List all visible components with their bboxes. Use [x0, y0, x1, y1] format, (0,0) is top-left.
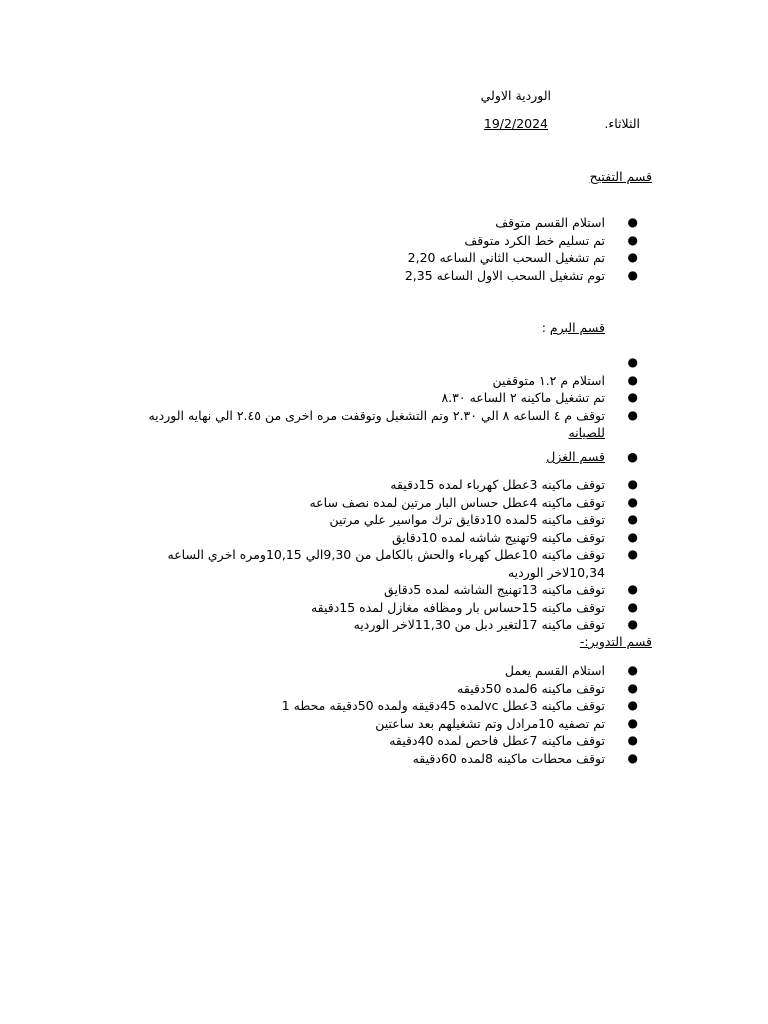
list-item: ● توقف م ٤ الساعه ٨ الي ٢.٣٠ وتم التشغيل وتوقفت مره اخرى من ٢.٤٥ الي نهايه الورديه للصيانه — [148, 407, 638, 440]
bullet-icon: ● — [627, 372, 638, 387]
section-heading-opening: قسم التفتيح — [589, 169, 652, 184]
winding-list — [125, 662, 638, 767]
list-item: ● تم تشغيل ماكينه ٢ الساعه ٨.٣٠ — [441, 390, 638, 405]
bullet-icon: ● — [627, 477, 638, 491]
section-heading-twisting: قسم البرم : — [541, 320, 605, 335]
spinning-list — [125, 476, 638, 634]
bullet-icon: ● — [627, 698, 638, 712]
list-item: ● توقف محطات ماكينه 8لمده 60دقيقه — [412, 750, 638, 766]
bullet-icon: ● — [627, 733, 638, 747]
bullet-icon: ● — [627, 663, 638, 677]
bullet-icon: ● — [627, 355, 638, 369]
list-item: ● توم تشغيل السحب الاول الساعه 2,35 — [404, 267, 638, 283]
bullet-icon: ● — [627, 407, 638, 422]
bullet-icon: ● — [627, 582, 638, 596]
list-item: ● توقف ماكينه 3عطل vcلمده 45دقيقه ولمده 50دقيقه محطه 1 — [281, 698, 638, 713]
bullet-icon: ● — [627, 529, 638, 544]
bullet-icon: ● — [627, 715, 638, 730]
bullet-icon: ● — [627, 512, 638, 526]
section-heading-spinning: ● قسم الغزل — [546, 449, 638, 464]
bullet-icon: ● — [627, 599, 638, 614]
bullet-icon: ● — [627, 494, 638, 509]
date-line — [400, 116, 640, 134]
list-item: ● توقف ماكينه 6لمده 50دقيقه — [457, 680, 638, 696]
list-item: ● تم تشغيل السحب الثاني الساعه 2,20 — [407, 250, 638, 265]
bullet-icon: ● — [627, 617, 638, 631]
bullet-icon: ● — [627, 449, 638, 464]
opening-list — [404, 214, 638, 284]
list-item: ● توقف ماكينه 13تهنيج الشاشه لمده 5دقايق — [384, 582, 638, 597]
day-label: الثلاثاء. — [604, 116, 640, 131]
list-item: ● تم تصفيه 10مرادل وتم تشغيلهم بعد ساعتين — [375, 715, 638, 731]
list-item: ● توقف ماكينه 15حساس بار ومظافه مغازل لمده 15دقيقه — [310, 599, 638, 615]
list-item: ● توقف ماكينه 5لمده 10دقايق ترك مواسير علي مرتين — [329, 512, 638, 527]
bullet-icon: ● — [627, 267, 638, 282]
list-item: ● استلام م ١.٢ متوقفين — [492, 372, 638, 388]
list-item: ● توقف ماكينه 10عطل كهرباء والحش بالكامل من 9,30الي 10,15ومره اخري الساعه 10,34لاخر الورديه — [167, 547, 638, 580]
list-item: ● توقف ماكينه 17لتغير دبل من 11,30لاخر الورديه — [353, 617, 638, 632]
list-item: ● توقف ماكينه 7عطل فاحص لمده 40دقيقه — [389, 733, 638, 748]
date-value: 19/2/2024 — [483, 116, 548, 131]
list-item: ● استلام القسم متوقف — [495, 215, 638, 230]
bullet-icon: ● — [627, 250, 638, 264]
bullet-icon: ● — [627, 215, 638, 229]
list-item: ● توقف ماكينه 4عطل حساس البار مرتين لمده نصف ساعه — [309, 494, 638, 510]
bullet-icon: ● — [627, 390, 638, 404]
bullet-icon: ● — [627, 750, 638, 765]
list-item — [125, 354, 638, 372]
list-item: ● توقف ماكينه 9تهنيج شاشه لمده 10دقايق — [391, 529, 638, 545]
list-item: ● استلام القسم يعمل — [504, 663, 638, 678]
section-heading-winding: قسم التدوير:- — [579, 634, 652, 649]
bullet-icon: ● — [627, 232, 638, 247]
list-item: ● تم تسليم خط الكرد متوقف — [464, 232, 638, 248]
twisting-list — [125, 354, 638, 442]
list-item: ● توقف ماكينه 3عطل كهرباء لمده 15دقيقه — [390, 477, 638, 492]
bullet-icon: ● — [627, 547, 638, 561]
shift-title: الوردية الاولي — [480, 88, 551, 103]
bullet-icon: ● — [627, 680, 638, 695]
